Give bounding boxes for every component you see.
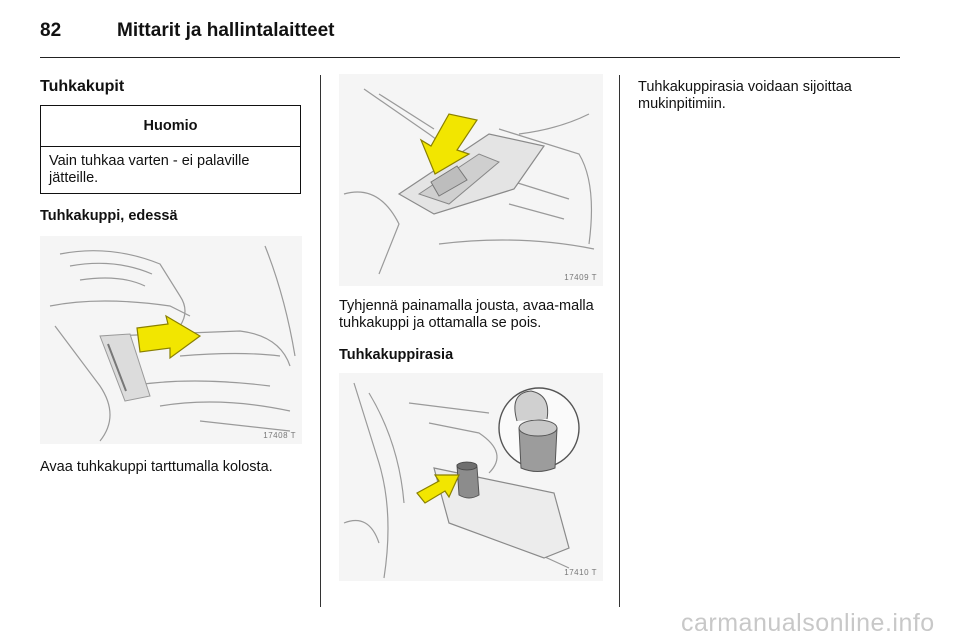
section-title: Tuhkakupit [40, 78, 125, 95]
ashtray-removal-illustration [339, 74, 603, 286]
figure-ashtray-removal [339, 74, 603, 286]
figure-ashtray-box [339, 373, 603, 581]
arrow-icon [137, 316, 200, 358]
column-divider-left [320, 75, 321, 607]
figure-code: 17410 T [564, 568, 597, 577]
subsection-title-ashtray-box: Tuhkakuppirasia [339, 347, 454, 363]
figure-code: 17409 T [564, 273, 597, 282]
watermark: carmanualsonline.info [681, 609, 935, 637]
page-number: 82 [40, 20, 62, 41]
chapter-title: Mittarit ja hallintalaitteet [117, 20, 335, 41]
column-divider-right [619, 75, 620, 607]
note-box [40, 105, 301, 194]
note-text: Vain tuhkaa varten - ei palaville jätteille. [49, 153, 250, 186]
figure-front-ashtray [40, 236, 302, 444]
ashtray-box-text: Tuhkakuppirasia voidaan sijoittaa mukinpitimiin. [638, 79, 852, 112]
caption-front-ashtray: Avaa tuhkakuppi tarttumalla kolosta. [40, 459, 273, 475]
header-divider [40, 57, 900, 58]
ashtray-box-illustration [339, 373, 603, 581]
front-ashtray-illustration [40, 236, 302, 444]
instruction-text: Tyhjennä painamalla jousta, avaa-malla tuhkakuppi ja ottamalla se pois. [339, 298, 594, 331]
note-heading: Huomio [41, 106, 300, 147]
figure-code: 17408 T [263, 431, 296, 440]
subsection-title-front-ashtray: Tuhkakuppi, edessä [40, 208, 178, 224]
